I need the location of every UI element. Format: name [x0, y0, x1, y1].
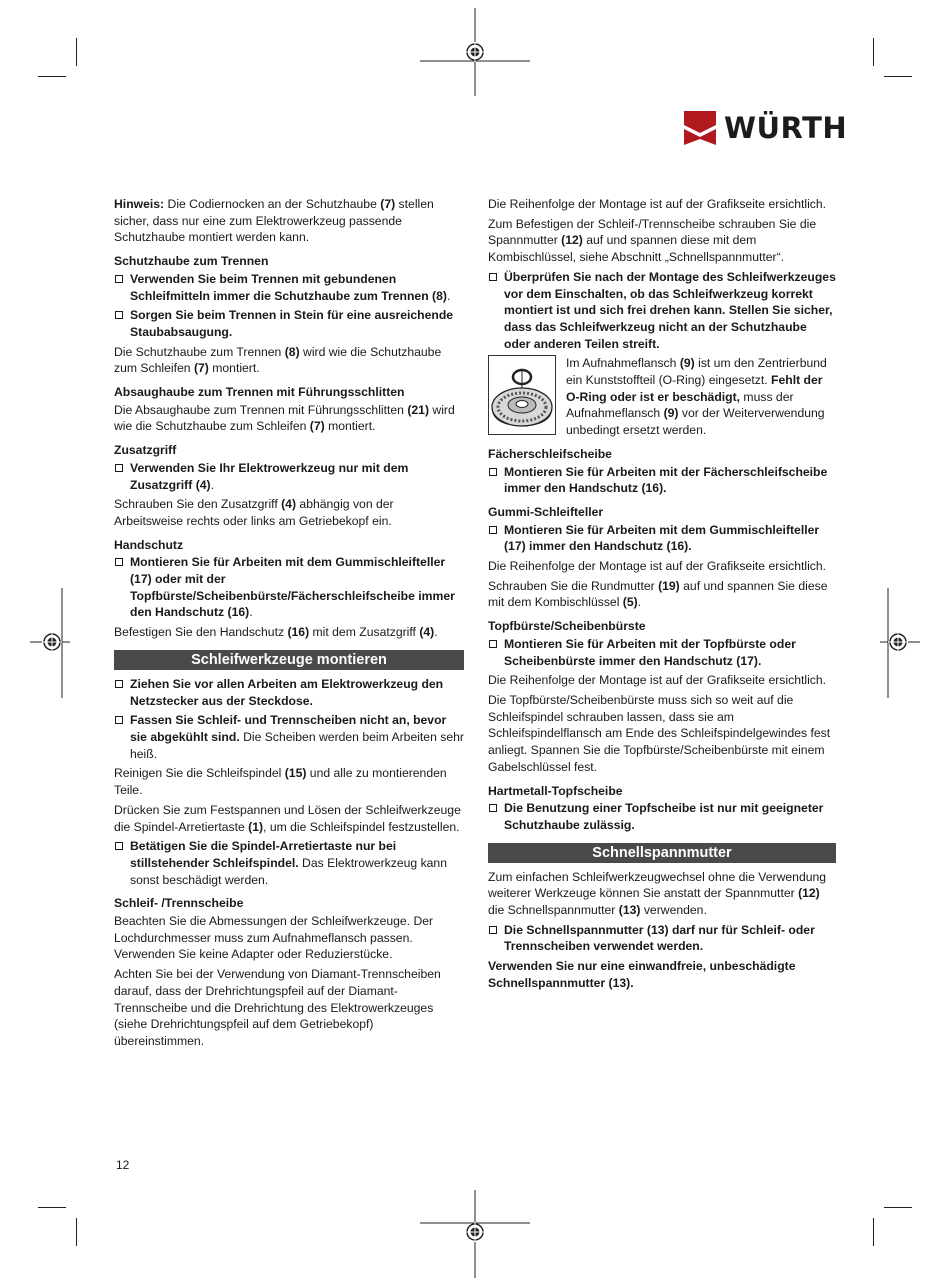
paragraph — [114, 402, 464, 435]
checkbox-bullet-icon — [489, 273, 497, 281]
paragraph — [114, 496, 464, 529]
paragraph: Die Reihenfolge der Montage ist auf der Grafikseite ersichtlich. — [488, 197, 827, 211]
paragraph: Die Reihenfolge der Montage ist auf der Grafikseite ersichtlich. — [488, 559, 827, 574]
right-column — [488, 196, 836, 995]
crop-mark — [76, 1218, 77, 1246]
text: . — [249, 605, 253, 620]
text: , um die Schleifspindel festzustellen. — [263, 819, 460, 834]
ref-number: (1) — [248, 819, 264, 834]
text: . — [434, 625, 438, 640]
text: montiert. — [208, 361, 260, 376]
crop-mark — [76, 38, 77, 66]
ref-number: (16) — [287, 625, 310, 640]
text: Die Absaughaube zum Trennen mit Führungsschlitten — [114, 402, 408, 417]
text: Die Codiernocken an der Schutzhaube — [164, 197, 381, 211]
ref-number: (15) — [284, 766, 307, 781]
text: . — [210, 477, 214, 492]
crop-mark — [38, 76, 66, 77]
heading-topfbuerste: Topfbürste/Scheibenbürste — [488, 619, 646, 634]
checkbox-bullet-icon — [115, 275, 123, 283]
ref-number: (19) — [658, 578, 680, 593]
ref-number: (7) — [380, 197, 396, 211]
text: verwenden. — [640, 903, 707, 918]
hinweis-label: Hinweis: — [114, 197, 165, 211]
text: muss der Aufnahmeflansch — [566, 389, 794, 421]
ref-number: (12) — [561, 233, 583, 248]
text: wird wie die Schutzhaube zum Schleifen — [114, 402, 455, 434]
ref-number: (7) — [193, 361, 209, 376]
wuerth-logo-icon — [684, 111, 716, 145]
bullet-text: Montieren Sie für Arbeiten mit dem Gummischleifteller (17) immer den Handschutz (16). — [504, 522, 820, 554]
paragraph — [488, 578, 836, 611]
text: stellen sicher, dass nur eine zum Elektrowerkzeug passende Schutzhaube montiert werden kann. — [114, 197, 434, 245]
ref-number: (8) — [432, 288, 447, 303]
bullet-item — [114, 460, 464, 493]
bullet-item — [114, 271, 464, 304]
bullet-item — [114, 554, 464, 621]
bullet-item — [488, 800, 836, 833]
paragraph — [566, 355, 836, 439]
crop-mark — [873, 38, 874, 66]
text: Zum Befestigen der Schleif-/Trennscheibe schrauben Sie die Spannmutter — [488, 216, 817, 248]
bullet-text — [130, 712, 464, 762]
registration-mark-icon — [30, 588, 70, 698]
paragraph: Die Topfbürste/Scheibenbürste muss sich so weit auf die Schleifspindel schrauben lassen, dass sie am Schleifspindelflansch am Ende des Schleifspindelgewindes fest anliegt. Spannen Sie die Topfbürste/Scheibenbürste mit einem Gabelschlüssel fest. — [488, 692, 831, 774]
bullet-text: Ziehen Sie vor allen Arbeiten am Elektrowerkzeug den Netzstecker aus der Steckdose. — [130, 676, 444, 708]
text: Das Elektrowerkzeug kann sonst beschädigt werden. — [130, 855, 447, 887]
bullet-text: Montieren Sie für Arbeiten mit der Fächerschleifscheibe immer den Handschutz (16). — [504, 464, 828, 496]
section-bar-schnellspannmutter: Schnellspannmutter — [488, 843, 836, 863]
heading-gummi-schleifteller: Gummi-Schleifteller — [488, 504, 604, 519]
crop-mark — [38, 1207, 66, 1208]
text: Montieren Sie für Arbeiten mit dem Gummischleifteller (17) oder mit der Topfbürste/Scheibenbürste/Fächerschleifscheibe immer den Handschutz (16) — [130, 555, 455, 620]
text: und alle zu montierenden Teile. — [114, 766, 447, 798]
paragraph — [114, 624, 464, 641]
bullet-item — [114, 838, 464, 888]
bullet-text: Montieren Sie für Arbeiten mit der Topfbürste oder Scheibenbürste immer den Handschutz (17). — [504, 636, 796, 668]
ref-number: (9) — [679, 356, 695, 371]
bullet-text: Die Schnellspannmutter (13) darf nur für Schleif- oder Trennscheiben verwendet werden. — [504, 922, 815, 954]
text: Verwenden Sie beim Trennen mit gebundenen Schleifmitteln immer die Schutzhaube zum Trennen — [130, 271, 433, 303]
bullet-item — [488, 464, 836, 497]
ref-number: (13) — [618, 903, 641, 918]
crop-mark — [884, 1207, 912, 1208]
text: Fassen Sie Schleif- und Trennscheiben nicht an, bevor sie abgekühlt sind. — [130, 713, 447, 744]
ref-number: (8) — [284, 344, 300, 359]
text: mit dem Zusatzgriff — [309, 625, 420, 640]
text: Fehlt der O-Ring oder ist er beschädigt, — [566, 373, 823, 404]
bullet-item — [114, 676, 464, 709]
bullet-item — [488, 269, 836, 353]
bullet-text: Sorgen Sie beim Trennen in Stein für eine ausreichende Staubabsaugung. — [130, 308, 454, 339]
registration-mark-icon — [420, 1190, 530, 1280]
text: auf und spannen Sie diese mit dem Kombischlüssel — [488, 578, 828, 610]
heading-schleif-trennscheibe: Schleif- /Trennscheibe — [114, 896, 244, 911]
heading-zusatzgriff: Zusatzgriff — [114, 443, 177, 458]
text: Schrauben Sie den Zusatzgriff — [114, 497, 282, 512]
bullet-text: Die Benutzung einer Topfscheibe ist nur mit geeigneter Schutzhaube zulässig. — [504, 801, 824, 832]
text: Zum einfachen Schleifwerkzeugwechsel ohne die Verwendung weiterer Werkzeuge können Sie anstatt der Spannmutter — [488, 869, 827, 901]
heading-handschutz: Handschutz — [114, 537, 184, 552]
ref-number: (7) — [309, 419, 325, 434]
paragraph: Beachten Sie die Abmessungen der Schleifwerkzeuge. Der Lochdurchmesser muss zum Aufnahmeflansch passen. Verwenden Sie keine Adapter oder Reduzierstücke. — [114, 914, 434, 962]
text: Schrauben Sie die Rundmutter — [488, 578, 659, 593]
crop-mark — [884, 76, 912, 77]
heading-schutzhaube-trennen: Schutzhaube zum Trennen — [114, 254, 269, 269]
checkbox-bullet-icon — [489, 640, 497, 648]
bullet-text: Überprüfen Sie nach der Montage des Schleifwerkzeuges vor dem Einschalten, ob das Schleifwerkzeug korrekt montiert ist und sich frei drehen kann. Stellen Sie sicher, dass das Schleifwerkzeug nicht an der Schutzhaube oder anderen Teilen streift. — [504, 269, 836, 351]
bullet-item — [488, 922, 836, 955]
registration-mark-icon — [420, 8, 530, 98]
text: abhängig von der Arbeitsweise rechts oder links am Getriebekopf ein. — [114, 497, 394, 528]
bullet-item — [114, 307, 464, 340]
paragraph: Die Reihenfolge der Montage ist auf der Grafikseite ersichtlich. — [488, 673, 827, 688]
checkbox-bullet-icon — [115, 464, 123, 472]
checkbox-bullet-icon — [115, 311, 123, 319]
left-column — [114, 196, 464, 1053]
crop-mark — [873, 1218, 874, 1246]
ref-number: (4) — [195, 477, 211, 492]
checkbox-bullet-icon — [115, 680, 123, 688]
checkbox-bullet-icon — [115, 842, 123, 850]
ref-number: (4) — [419, 625, 435, 640]
text: wird wie die Schutzhaube zum Schleifen — [114, 344, 442, 376]
checkbox-bullet-icon — [489, 804, 497, 812]
text: . — [446, 288, 451, 303]
ref-number: (5) — [622, 595, 638, 610]
hinweis-paragraph — [114, 196, 464, 246]
bullet-item — [488, 636, 836, 669]
checkbox-bullet-icon — [115, 558, 123, 566]
heading-hartmetall-topfscheibe: Hartmetall-Topfscheibe — [488, 783, 623, 798]
registration-mark-icon — [880, 588, 920, 698]
text: Verwenden Sie Ihr Elektrowerkzeug nur mit dem Zusatzgriff — [130, 460, 409, 492]
o-ring-paragraph — [488, 355, 836, 439]
text: auf und spannen diese mit dem Kombischlüssel, siehe Abschnitt „Schnellspannmutter“. — [488, 233, 785, 265]
paragraph: Achten Sie bei der Verwendung von Diamant-Trennscheiben darauf, dass der Drehrichtungspfeil auf der Diamant-Trennscheibe und die Drehrichtung des Elektrowerkzeuges (siehe Drehrichtungspfeil auf dem Getriebekopf) übereinstimmen. — [114, 967, 441, 1048]
checkbox-bullet-icon — [115, 716, 123, 724]
checkbox-bullet-icon — [489, 468, 497, 476]
bullet-item — [488, 522, 836, 555]
paragraph — [488, 216, 836, 266]
text: die Schnellspannmutter — [488, 903, 619, 918]
paragraph — [114, 765, 464, 798]
page-number: 12 — [116, 1158, 130, 1172]
paragraph — [114, 802, 464, 835]
ref-number: (9) — [663, 406, 679, 421]
wuerth-logo-text: WÜRTH — [724, 111, 848, 145]
ref-number: (12) — [798, 886, 820, 901]
text: Im Aufnahmeflansch — [566, 356, 680, 371]
text: Drücken Sie zum Festspannen und Lösen der Schleifwerkzeuge die Spindel-Arretiertaste — [114, 802, 461, 834]
ref-number: (4) — [281, 497, 297, 512]
section-bar-schleifwerkzeuge-montieren: Schleifwerkzeuge montieren — [114, 650, 464, 670]
bullet-text — [130, 460, 464, 493]
bullet-text — [130, 271, 464, 304]
text: Betätigen Sie die Spindel-Arretiertaste nur bei stillstehender Schleifspindel. — [130, 839, 397, 870]
text: Die Scheiben werden beim Arbeiten sehr heiß. — [130, 729, 464, 761]
text: Die Schutzhaube zum Trennen — [114, 344, 285, 359]
checkbox-bullet-icon — [489, 526, 497, 534]
flange-o-ring-icon — [488, 355, 556, 435]
heading-faecherschleifscheibe: Fächerschleifscheibe — [488, 446, 612, 461]
text: ist um den Zentrierbund ein Kunststoffteil (O-Ring) eingesetzt. — [566, 356, 827, 388]
text: montiert. — [324, 419, 376, 434]
paragraph — [488, 869, 836, 919]
text: vor der Weiterverwendung unbedingt ersetzt werden. — [566, 406, 825, 438]
heading-absaughaube: Absaughaube zum Trennen mit Führungsschlitten — [114, 385, 405, 400]
wuerth-logo — [684, 110, 847, 146]
checkbox-bullet-icon — [489, 926, 497, 934]
text: . — [637, 595, 642, 610]
final-paragraph: Verwenden Sie nur eine einwandfreie, unbeschädigte Schnellspannmutter (13). — [488, 959, 796, 990]
paragraph — [114, 344, 464, 377]
bullet-text — [130, 838, 464, 888]
bullet-text — [130, 554, 464, 621]
text: Reinigen Sie die Schleifspindel — [114, 766, 285, 781]
ref-number: (21) — [407, 402, 430, 417]
text: Befestigen Sie den Handschutz — [114, 625, 288, 640]
bullet-item — [114, 712, 464, 762]
